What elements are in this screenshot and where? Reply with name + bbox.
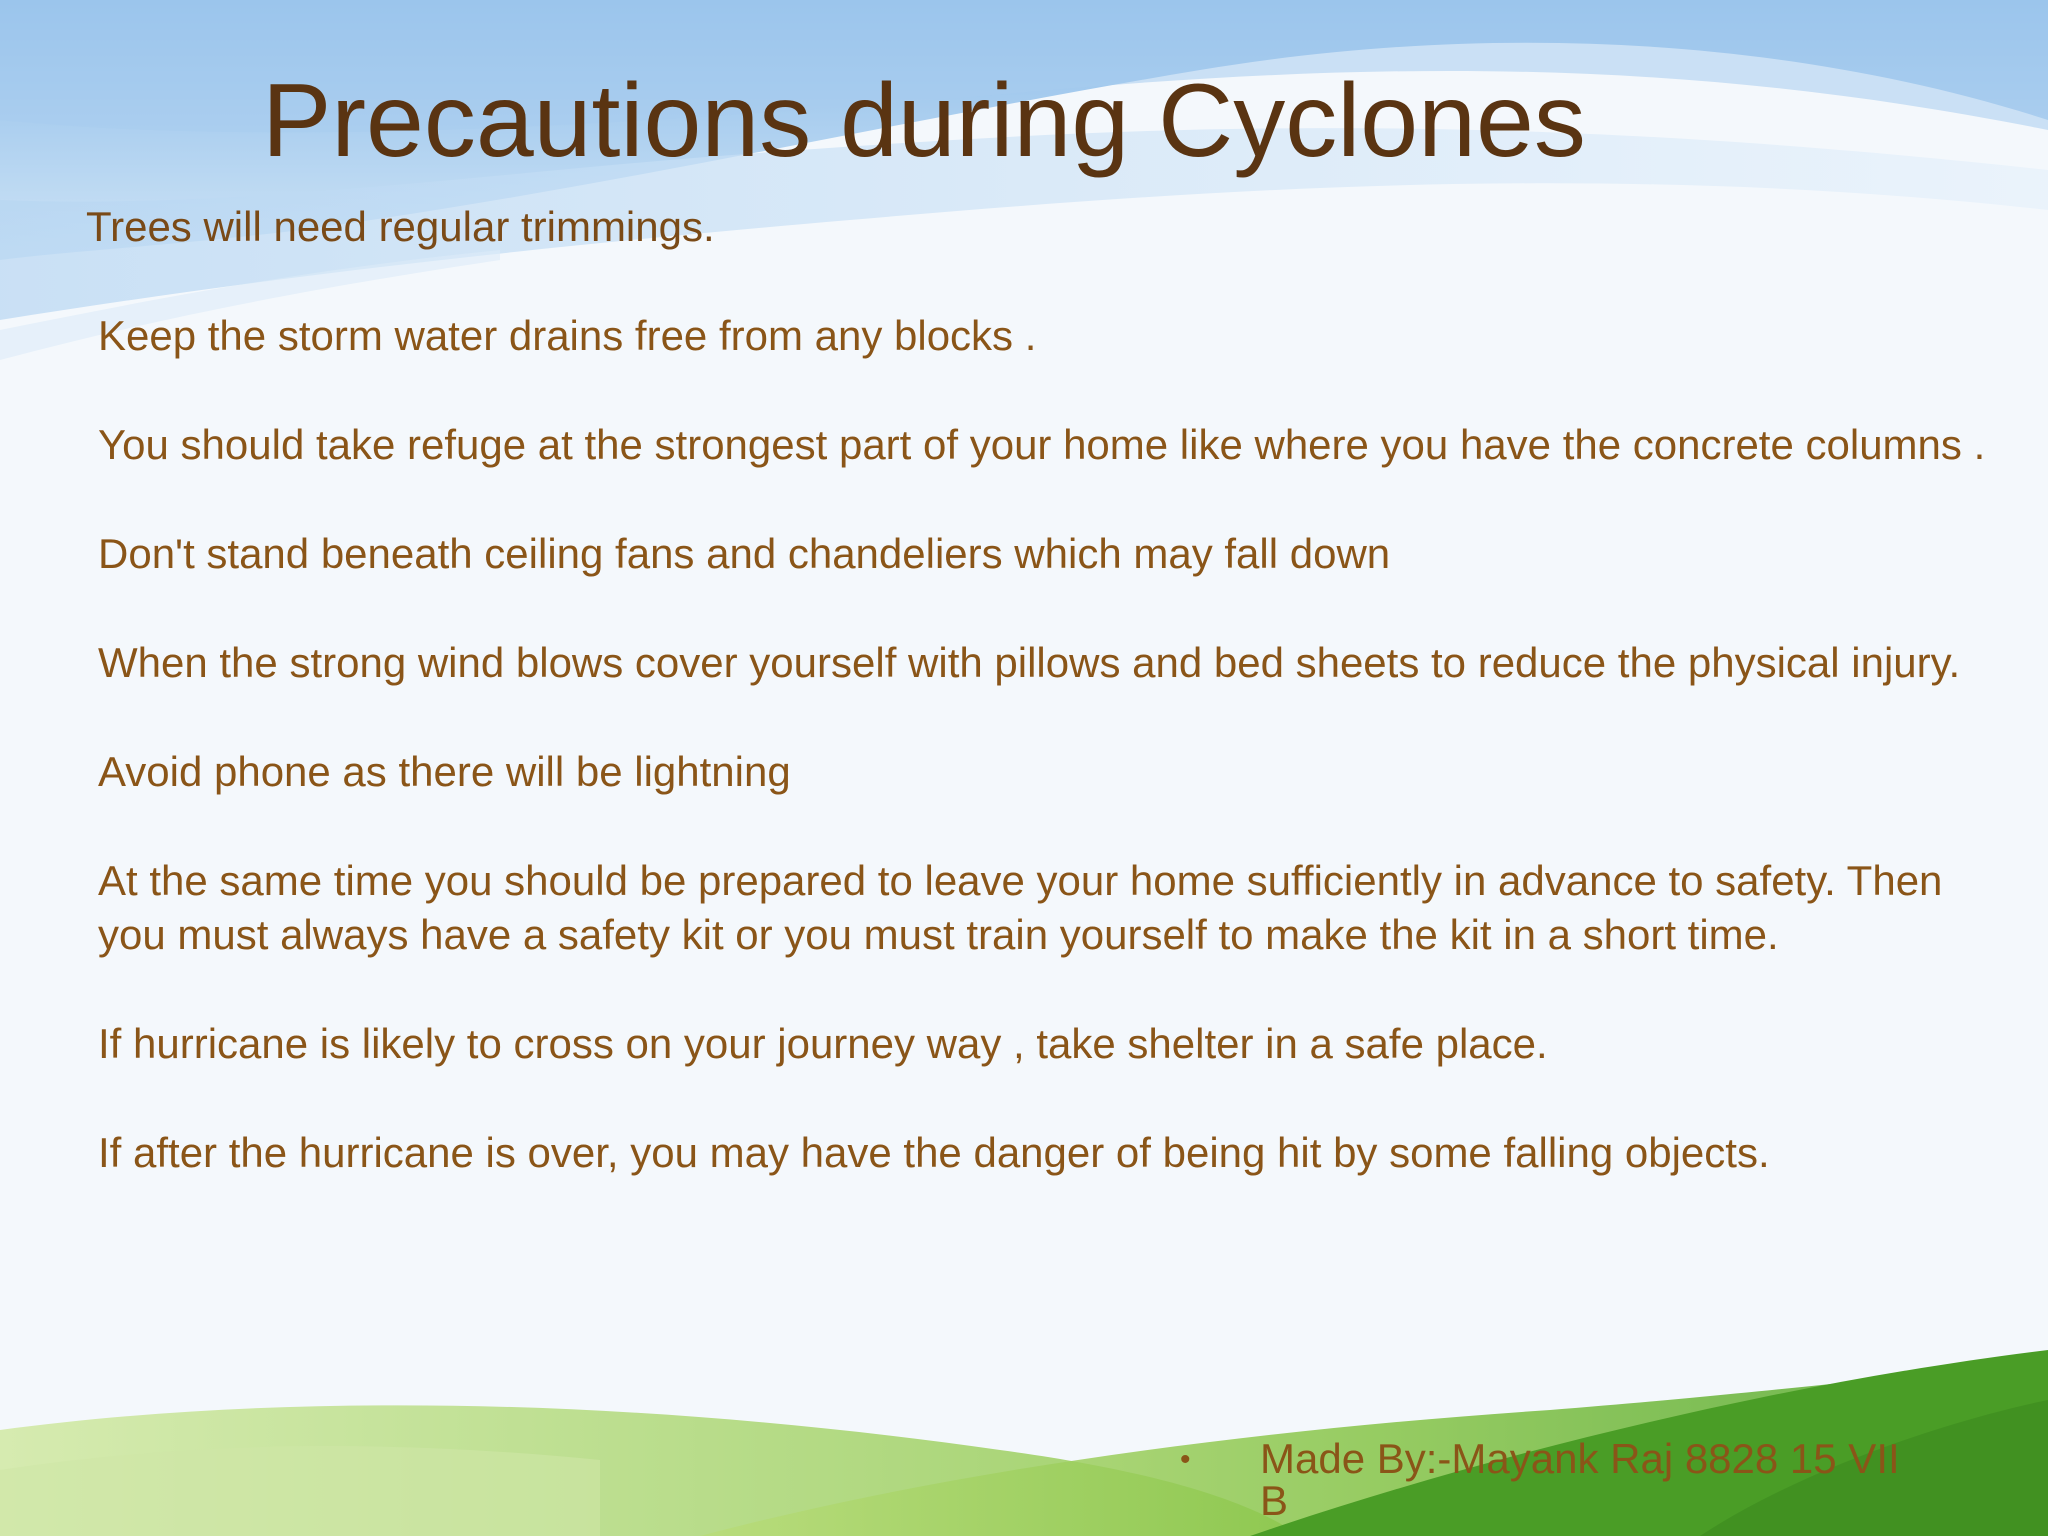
grass-hill-light [0, 1446, 600, 1536]
author-credit [1176, 1435, 1936, 1524]
bullet-icon: • [1180, 1443, 1191, 1476]
slide-title: Precautions during Cyclones [262, 63, 1586, 179]
point-item: If hurricane is likely to cross on your journey way , take shelter in a safe place. [98, 1020, 1548, 1067]
point-item: Avoid phone as there will be lightning [98, 748, 791, 795]
point-item: You should take refuge at the strongest part of your home like where you have the concrete columns . [98, 421, 1986, 468]
point-item: At the same time you should be prepared to leave your home sufficiently in advance to safety. Then you must always have a safety kit or you must train yourself to make the kit in a short time. [98, 857, 1943, 958]
point-item: If after the hurricane is over, you may have the danger of being hit by some falling objects. [98, 1129, 1770, 1176]
point-item: When the strong wind blows cover yourself with pillows and bed sheets to reduce the physical injury. [98, 639, 1961, 686]
point-item: Don't stand beneath ceiling fans and chandeliers which may fall down [98, 530, 1391, 577]
credit-text: Made By:-Mayank Raj 8828 15 VII B [1260, 1435, 1900, 1524]
precaution-list [98, 309, 1998, 1235]
point-trees: Trees will need regular trimmings. [86, 203, 715, 250]
point-item: Keep the storm water drains free from any blocks . [98, 312, 1037, 359]
